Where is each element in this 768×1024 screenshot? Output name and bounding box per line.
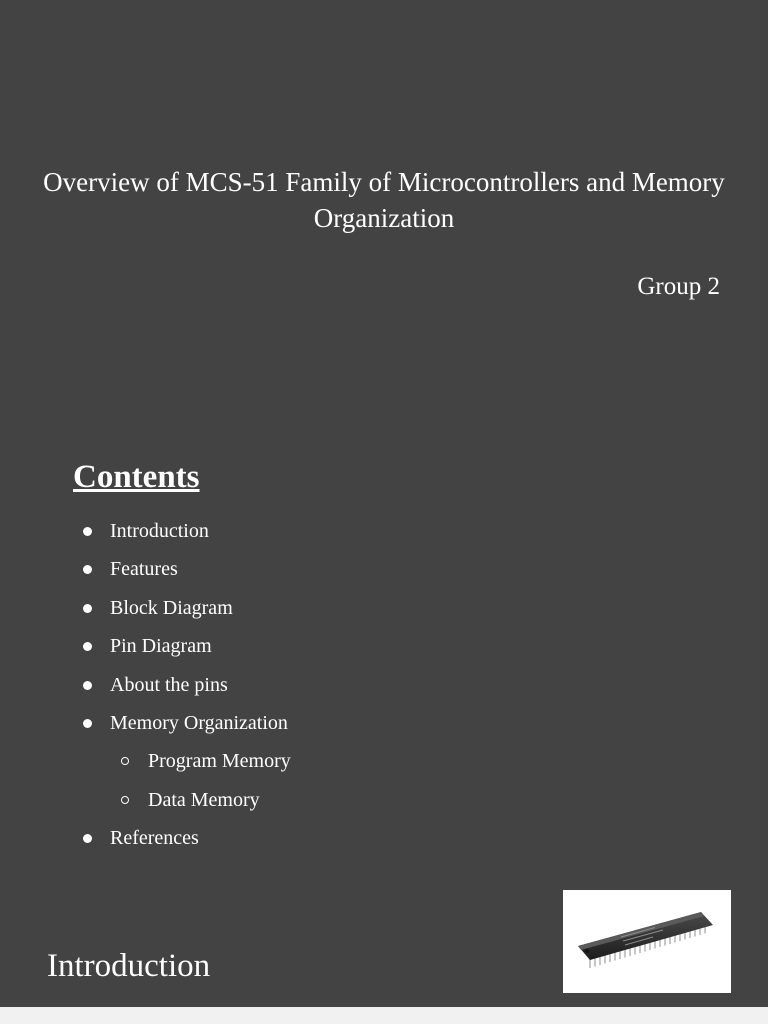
hollow-bullet-icon: [121, 796, 129, 804]
contents-heading: Contents: [73, 459, 200, 495]
bullet-icon: [83, 565, 92, 574]
bullet-icon: [83, 642, 92, 651]
list-item-label: Data Memory: [148, 788, 260, 811]
author-label: Group 2: [637, 273, 720, 300]
list-item-label: Pin Diagram: [110, 635, 212, 658]
bullet-icon: [83, 719, 92, 728]
list-item-label: References: [110, 827, 199, 850]
bullet-icon: [83, 527, 92, 536]
list-item-label: Features: [110, 558, 178, 581]
list-item-label: About the pins: [110, 673, 228, 696]
dip-chip-icon: [563, 890, 731, 993]
bullet-icon: [83, 834, 92, 843]
hollow-bullet-icon: [121, 757, 129, 765]
list-item-label: Introduction: [110, 520, 209, 542]
chip-image: [563, 890, 731, 993]
viewer-bottom-strip: [0, 1007, 768, 1024]
bullet-icon: [83, 604, 92, 613]
list-item-label: Block Diagram: [110, 596, 233, 619]
list-item-label: Memory Organization: [110, 711, 288, 734]
bullet-icon: [83, 681, 92, 690]
list-item-label: Program Memory: [148, 750, 291, 773]
introduction-heading: Introduction: [47, 948, 211, 984]
document-title: Overview of MCS-51 Family of Microcontrollers and Memory Organization: [43, 167, 725, 233]
